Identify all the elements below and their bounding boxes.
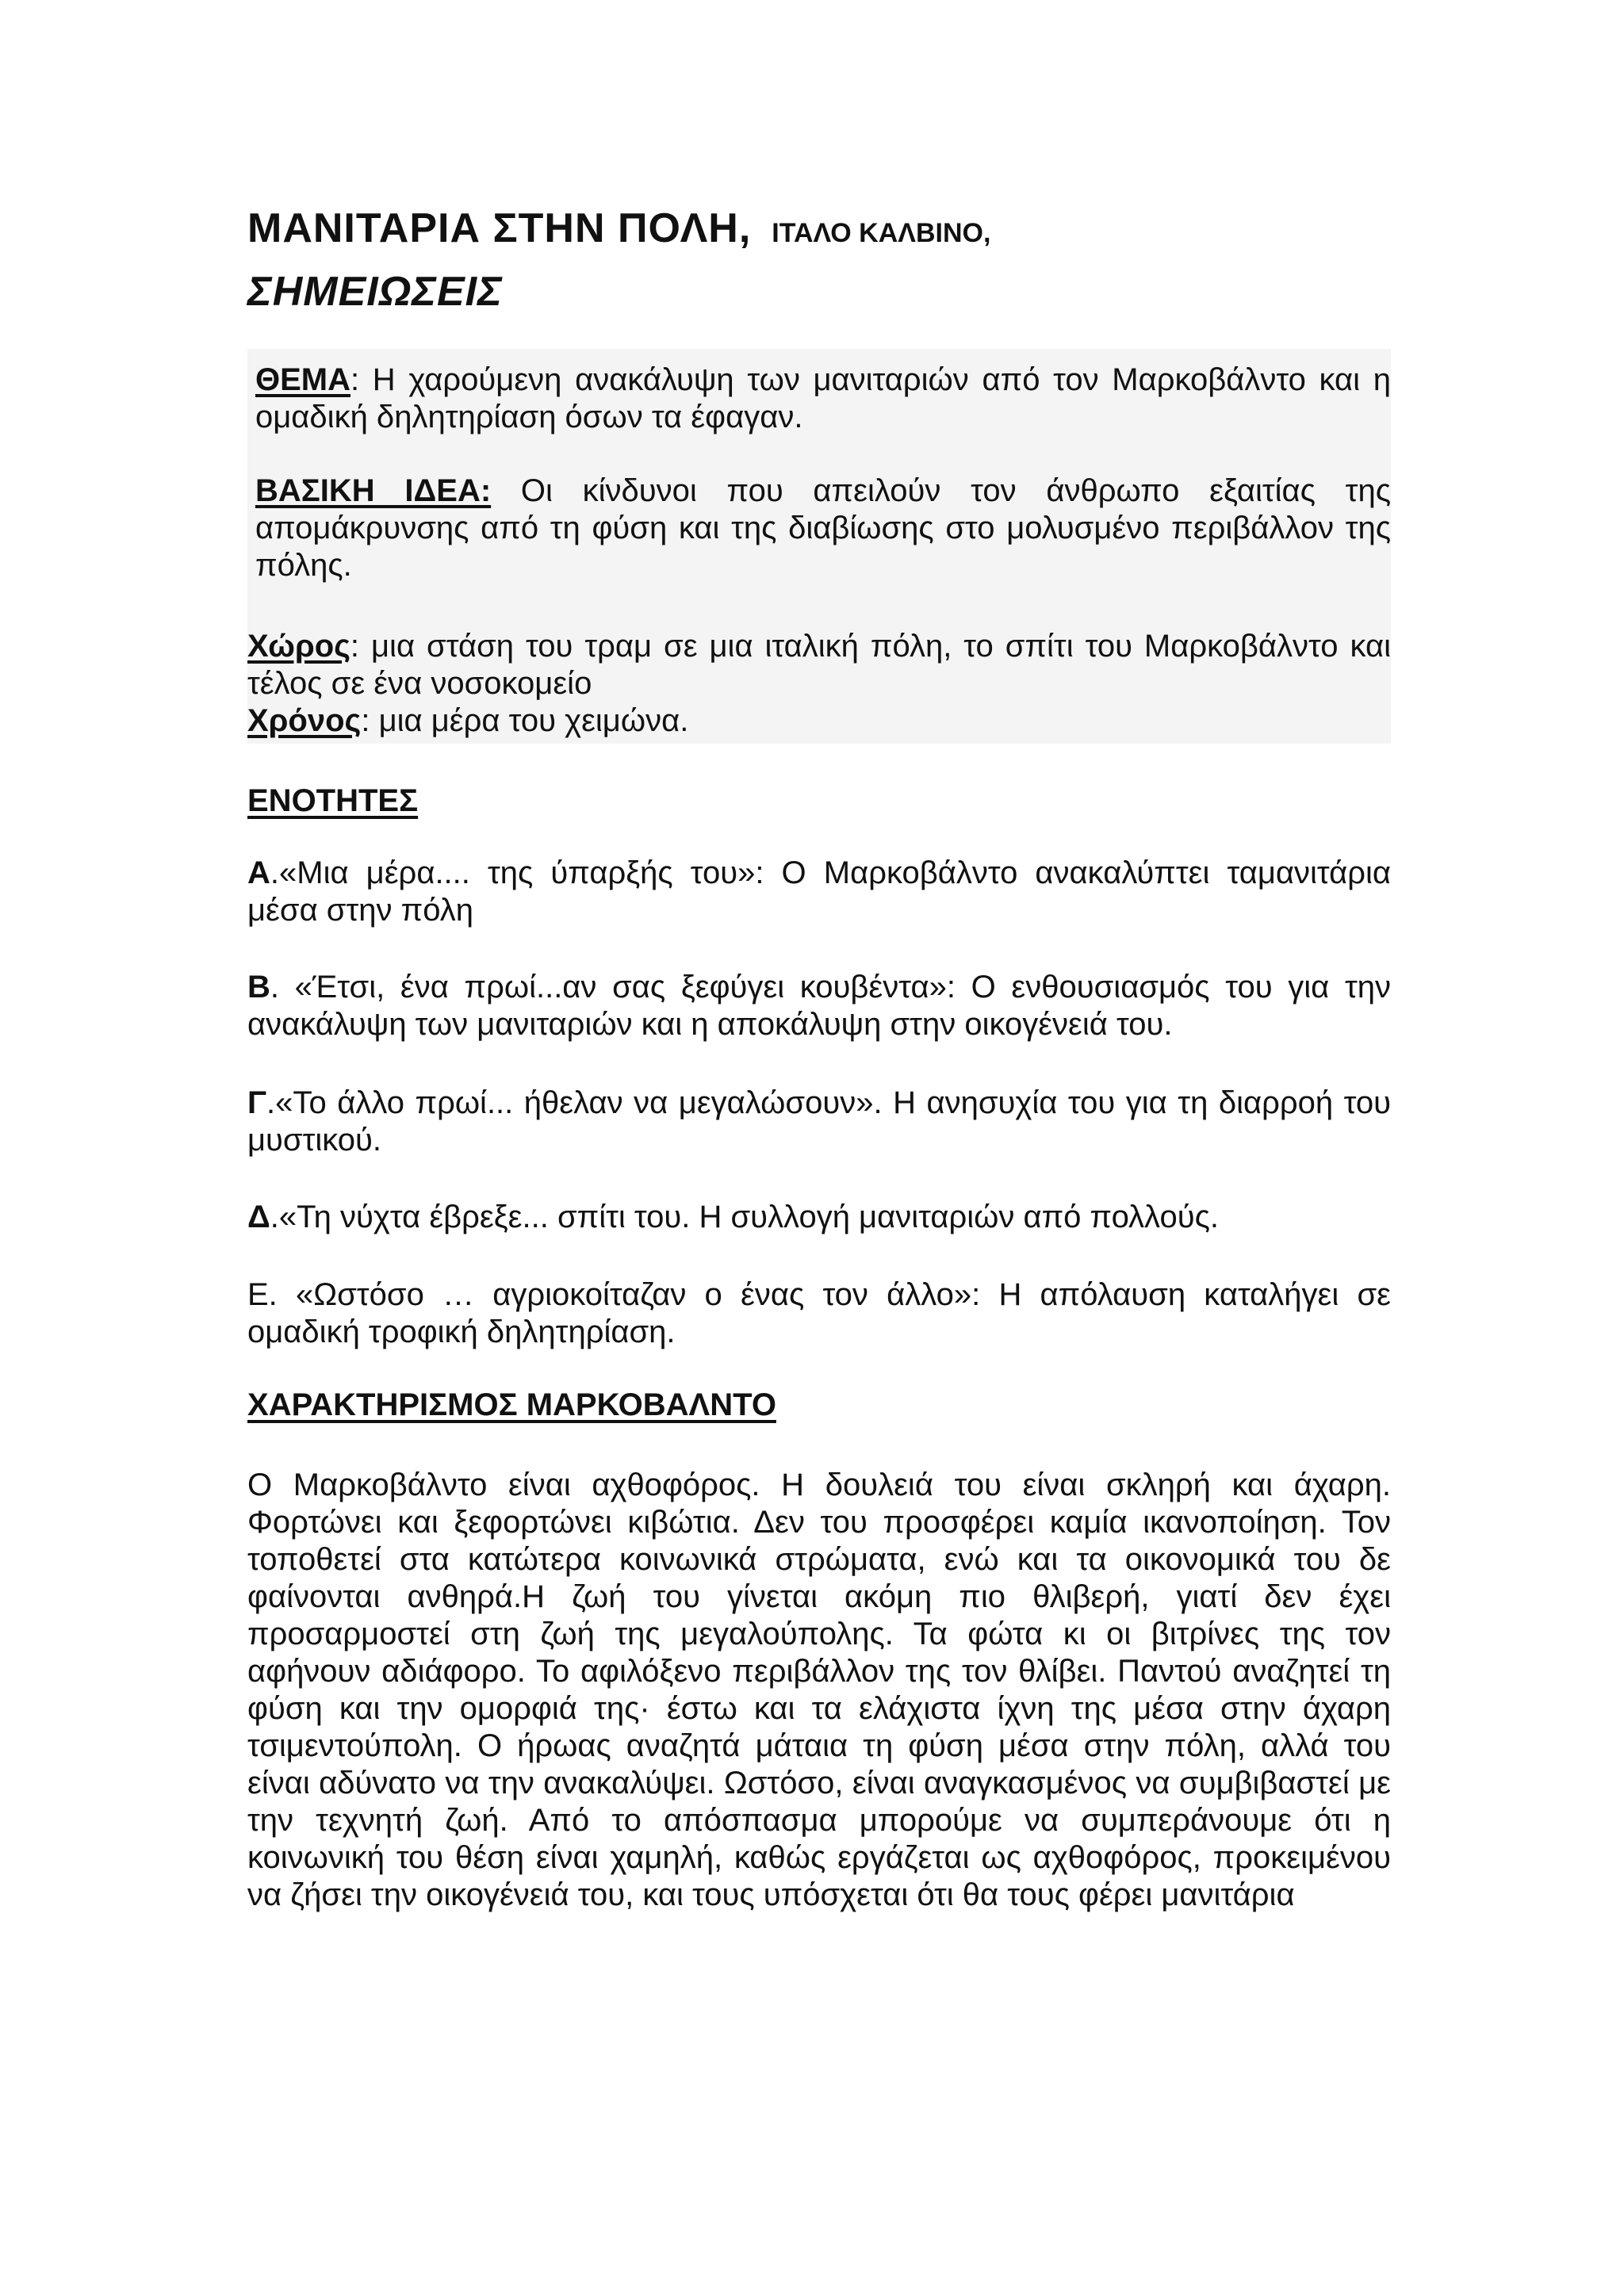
- document-title: ΜΑΝΙΤΑΡΙΑ ΣΤΗΝ ΠΟΛΗ,: [247, 205, 752, 251]
- section-b-text: . «Έτσι, ένα πρωί...αν σας ξεφύγει κουβέντα»: Ο ενθουσιασμός του για την ανακάλυψη των μανιταριών και η αποκάλυψη στην οικογένειά του.: [247, 970, 1391, 1042]
- section-b: [247, 969, 1391, 1043]
- character-text: Ο Μαρκοβάλντο είναι αχθοφόρος. Η δουλειά του είναι σκληρή και άχαρη. Φορτώνει και ξεφορτώνει κιβώτια. Δεν του προσφέρει καμία ικανοποίηση. Τον τοποθετεί στα κατώτερα κοινωνικά στρώματα, ενώ και τα οικονομικά του δε φαίνονται ανθηρά.Η ζωή του γίνεται ακόμη πιο θλιβερή, γιατί δεν έχει προσαρμοστεί στη ζωή της μεγαλούπολης. Τα φώτα κι οι βιτρίνες της τον αφήνουν αδιάφορο. Το αφιλόξενο περιβάλλον της τον θλίβει. Παντού αναζητεί τη φύση και την ομορφιά της· έστω και τα ελάχιστα ίχνη της μέσα στην άχαρη τσιμεντούπολη. Ο ήρωας αναζητά μάταια τη φύση μέσα στην πόλη, αλλά του είναι αδύνατο να την ανακαλύψει. Ωστόσο, είναι αναγκασμένος να συμβιβαστεί με την τεχνητή ζωή. Από το απόσπασμα μπορούμε να συμπεράνουμε ότι η κοινωνική του θέση είναι χαμηλή, καθώς εργάζεται ως αχθοφόρος, προκειμένου να ζήσει την οικογένειά του, και τους υπόσχεται ότι θα τους φέρει μανιτάρια: [247, 1468, 1391, 1912]
- section-e-text: Ε. «Ωστόσο … αγριοκοίταζαν ο ένας τον άλλο»: Η απόλαυση καταλήγει σε ομαδική τροφική δηλητηρίαση.: [247, 1277, 1391, 1349]
- document-title-line: [247, 205, 990, 252]
- character-paragraph: [247, 1467, 1391, 1914]
- character-heading: ΧΑΡΑΚΤΗΡΙΣΜΟΣ ΜΑΡΚΟΒΑΛΝΤΟ: [247, 1387, 776, 1422]
- section-a: [247, 855, 1391, 929]
- section-d-letter: Δ: [247, 1200, 270, 1234]
- section-c-letter: Γ: [247, 1085, 267, 1120]
- time-label: Χρόνος: [247, 703, 362, 738]
- section-e: [247, 1276, 1391, 1351]
- main-idea-paragraph: [247, 473, 1391, 584]
- time-text: : μια μέρα του χειμώνα.: [361, 703, 689, 738]
- theme-label: ΘΕΜΑ: [255, 362, 350, 397]
- place-paragraph: [247, 628, 1391, 702]
- section-c-text: .«Το άλλο πρωί... ήθελαν να μεγαλώσουν». Η ανησυχία του για τη διαρροή του μυστικού.: [247, 1085, 1391, 1158]
- section-d-text: .«Τη νύχτα έβρεξε... σπίτι του. Η συλλογή μανιταριών από πολλούς.: [270, 1200, 1219, 1234]
- main-idea-label: ΒΑΣΙΚΗ ΙΔΕΑ:: [255, 473, 492, 508]
- theme-paragraph: [247, 362, 1391, 436]
- section-c: [247, 1085, 1391, 1159]
- section-a-letter: Α: [247, 855, 270, 890]
- document-page: [247, 0, 1391, 2296]
- main-idea-text: Οι κίνδυνοι που απειλούν τον άνθρωπο εξαιτίας της απομάκρυνσης από τη φύση και της διαβίωσης στο μολυσμένο περιβάλλον της πόλης.: [255, 473, 1391, 583]
- section-d: [247, 1199, 1391, 1236]
- place-text: : μια στάση του τραμ σε μια ιταλική πόλη, το σπίτι του Μαρκοβάλντο και τέλος σε ένα νοσοκομείο: [247, 629, 1391, 701]
- sections-heading: ΕΝΟΤΗΤΕΣ: [247, 783, 419, 818]
- time-paragraph: [247, 702, 1391, 740]
- place-label: Χώρος: [247, 629, 350, 664]
- document-subtitle: ΣΗΜΕΙΩΣΕΙΣ: [247, 269, 503, 315]
- theme-text: : Η χαρούμενη ανακάλυψη των μανιταριών από τον Μαρκοβάλντο και η ομαδική δηλητηρίαση όσων τα έφαγαν.: [255, 362, 1391, 434]
- section-a-text: .«Μια μέρα.... της ύπαρξής του»: Ο Μαρκοβάλντο ανακαλύπτει ταμανιτάρια μέσα στην πόλη: [247, 855, 1391, 928]
- document-author: ΙΤΑΛΟ ΚΑΛΒΙΝΟ,: [772, 218, 991, 248]
- section-b-letter: Β: [247, 970, 270, 1004]
